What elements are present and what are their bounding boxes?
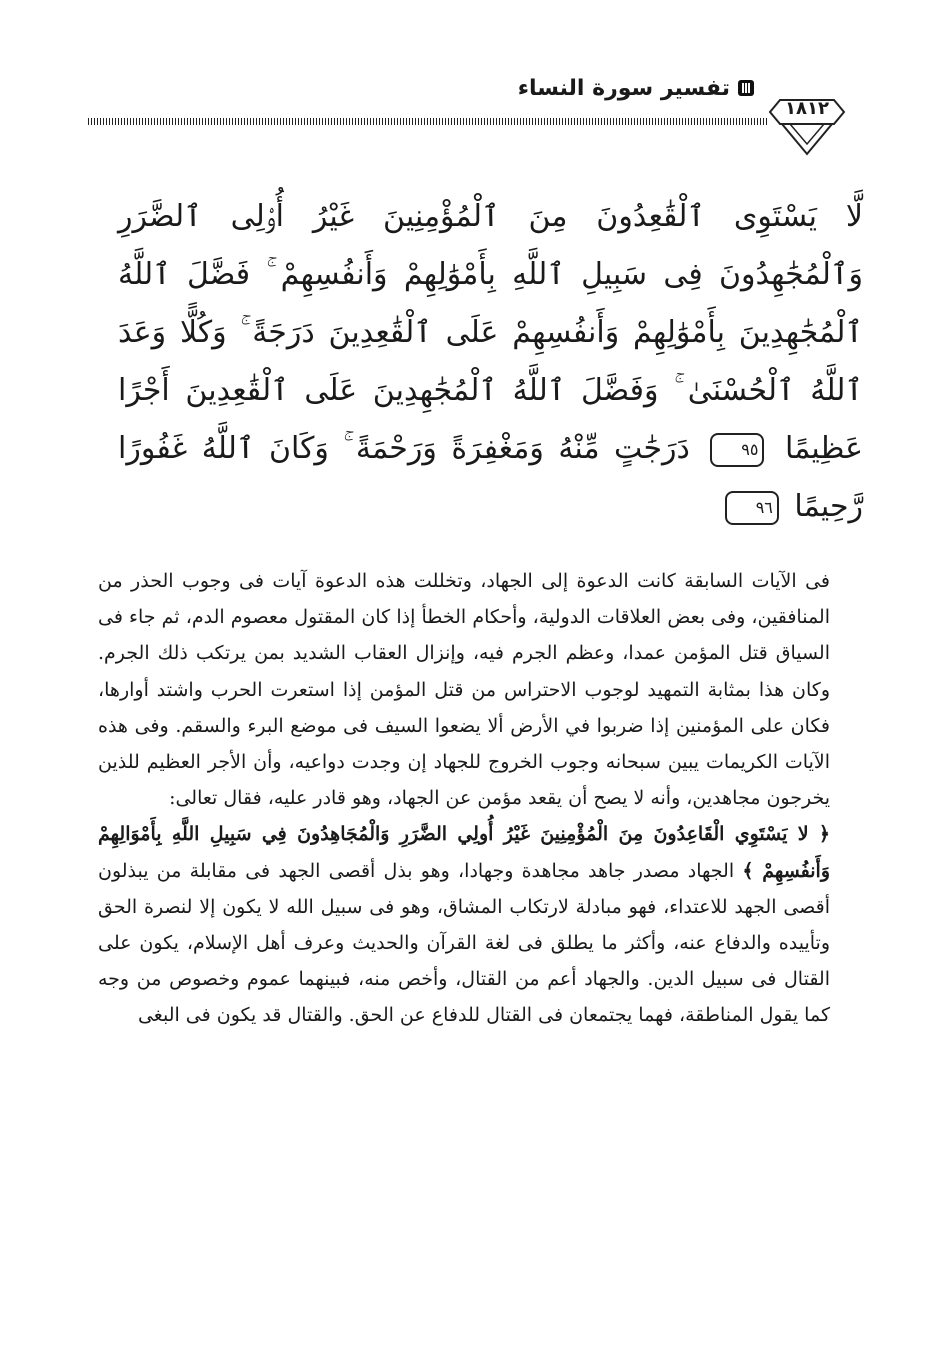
ayah-marker: ٩٥ (710, 433, 764, 467)
running-title: تفسير سورة النساء (517, 76, 730, 101)
ornament-icon (736, 78, 756, 98)
quoted-verse: ﴿ لا يَسْتَوِي الْقَاعِدُونَ مِنَ الْمُؤْمِنِينَ غَيْرُ أُولِي الضَّرَرِ وَالْمُجَاهِدُونَ فِي سَبِيلِ اللَّهِ بِأَمْوَالِهِمْ وَأَنفُسِهِمْ ﴾ (98, 823, 830, 882)
page-header (86, 70, 846, 110)
page-number: ١٨١٢ (785, 98, 829, 119)
paragraph (98, 816, 830, 1033)
paragraph-text: الجهاد مصدر جاهد مجاهدة وجهادا، وهو بذل أقصى الجهد فى مقابلة من يبذلون أقصى الجهد للاعتداء، فهو مبادلة لارتكاب المشاق، وهو فى سبيل الله لا يكون إلا لنصرة الحق وتأييده والدفاع عنه، وأكثر ما يطلق فى لغة القرآن والحديث وعرف أهل الإسلام، يكون على القتال فى سبيل الدين. والجهاد أعم من القتال، وأخص منه، فبينهما عموم وخصوص من وجه كما يقول المناطقة، فهما يجتمعان فى القتال للدفاع عن الحق. والقتال قد يكون فى البغى (98, 859, 830, 1027)
verse-text: لَّا يَسْتَوِى ٱلْقَٰعِدُونَ مِنَ ٱلْمُؤْمِنِينَ غَيْرُ أُو۟لِى ٱلضَّرَرِ وَٱلْمُجَٰهِدُونَ فِى سَبِيلِ ٱللَّهِ بِأَمْوَٰلِهِمْ وَأَنفُسِهِمْ ۚ فَضَّلَ ٱللَّهُ ٱلْمُجَٰهِدِينَ بِأَمْوَٰلِهِمْ وَأَنفُسِهِمْ عَلَى ٱلْقَٰعِدِينَ دَرَجَةً ۚ وَكُلًّا وَعَدَ ٱللَّهُ ٱلْحُسْنَىٰ ۚ وَفَضَّلَ ٱللَّهُ ٱلْمُجَٰهِدِينَ عَلَى ٱلْقَٰعِدِينَ أَجْرًا عَظِيمًا (118, 199, 863, 466)
paragraph: فى الآيات السابقة كانت الدعوة إلى الجهاد، وتخللت هذه الدعوة آيات فى وجوب الحذر من المنافقين، وفى بعض العلاقات الدولية، وأحكام الخطأ إذا كان المقتول معصوم الدم، ثم جاء فى السياق قتل المؤمن عمدا، وعظم الجرم فيه، وإنزال العقاب الشديد بمن يرتكب ذلك الجرم. وكان هذا بمثابة التمهيد لوجوب الاحتراس من قتل المؤمن إذا استعرت الحرب واشتد أوارها، فكان على المؤمنين إذا ضربوا في الأرض ألا يضعوا السيف فى موضع البرء والسقم. وفى هذه الآيات الكريمات يبين سبحانه وجوب الخروج للجهاد إن وجدت دواعيه، وأن الأجر العظيم للذين يخرجون مجاهدين، وأنه لا يصح أن يقعد مؤمن عن الجهاد، وهو قادر عليه، فقال تعالى: (98, 570, 830, 810)
commentary-body (98, 563, 830, 1034)
header-rule (88, 118, 768, 125)
ayah-marker: ٩٦ (725, 491, 779, 525)
quran-verse-block (118, 188, 863, 536)
verse-text-continued: دَرَجَٰتٍ مِّنْهُ وَمَغْفِرَةً وَرَحْمَةً ۚ وَكَانَ ٱللَّهُ غَفُورًا رَّحِيمًا (118, 431, 863, 524)
